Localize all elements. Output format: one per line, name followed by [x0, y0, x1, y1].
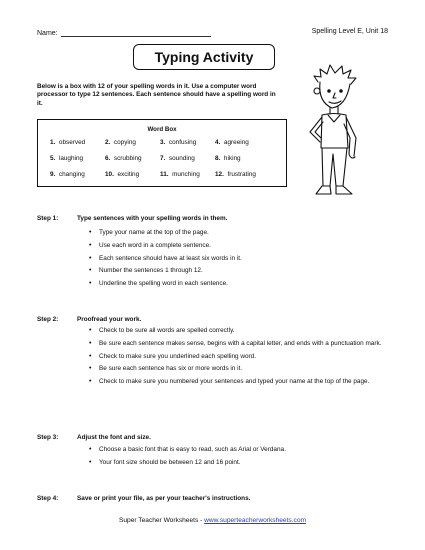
step-label: Step 1:	[37, 215, 59, 222]
word-item: 10. exciting	[105, 171, 140, 178]
word-item: 8. hiking	[215, 155, 241, 162]
step-1-bullets	[89, 229, 389, 293]
word-item: 11. munching	[160, 171, 200, 178]
word-row	[50, 155, 286, 171]
footer	[0, 517, 425, 524]
step-3-bullets	[89, 446, 389, 472]
word-box	[37, 119, 287, 187]
word-item: 1. observed	[50, 139, 86, 146]
word-grid	[50, 139, 286, 187]
bullet-item: • Check to be sure all words are spelled correctly.	[89, 327, 389, 335]
step-label: Step 3:	[37, 434, 59, 441]
bullet-item: • Be sure each sentence has six or more words in it.	[89, 365, 389, 373]
page-title: Typing Activity	[133, 44, 275, 70]
word-box-title: Word Box	[147, 126, 177, 133]
bullet-item: • Your font size should be between 12 and 16 point.	[89, 459, 389, 467]
bullet-item: • Each sentence should have at least six words in it.	[89, 255, 389, 263]
bullet-item: • Use each word in a complete sentence.	[89, 242, 389, 250]
step-label: Step 4:	[37, 495, 59, 502]
word-item: 12. frustrating	[215, 171, 256, 178]
word-item: 2. copying	[105, 139, 136, 146]
bullet-item: • Underline the spelling word in each sentence.	[89, 280, 389, 288]
bullet-item: • Check to make sure you underlined each spelling word.	[89, 353, 389, 361]
footer-link[interactable]: www.superteacherworksheets.com	[204, 517, 307, 524]
step-heading: Adjust the font and size.	[77, 434, 151, 441]
name-label: Name:	[37, 30, 58, 37]
step-heading: Save or print your file, as per your teacher's instructions.	[77, 495, 251, 502]
word-item: 4. agreeing	[215, 139, 249, 146]
word-item: 3. confusing	[160, 139, 197, 146]
bullet-item: • Check to make sure you numbered your sentences and typed your name at the top of the page.	[89, 378, 389, 386]
boy-illustration	[296, 62, 376, 202]
step-label: Step 2:	[37, 316, 59, 323]
word-row	[50, 171, 286, 187]
bullet-item: • Number the sentences 1 through 12.	[89, 267, 389, 275]
name-blank-line	[61, 28, 211, 37]
step-heading: Proofread your work.	[77, 316, 142, 323]
word-item: 9. changing	[50, 171, 85, 178]
level-label: Spelling Level E, Unit 18	[311, 28, 388, 35]
bullet-item: • Be sure each sentence makes sense, begins with a capital letter, and ends with a punctuation mark.	[89, 340, 389, 348]
footer-text: Super Teacher Worksheets -	[118, 517, 205, 524]
name-field	[37, 28, 211, 37]
step-2-bullets	[89, 327, 389, 391]
bullet-item: • Type your name at the top of the page.	[89, 229, 389, 237]
intro-text: Below is a box with 12 of your spelling words in it. Use a computer word processor to type 12 sentences. Each sentence should have a spelling word in it.	[37, 83, 276, 107]
word-item: 6. scrubbing	[105, 155, 142, 162]
step-heading: Type sentences with your spelling words in them.	[77, 215, 228, 222]
word-row	[50, 139, 286, 155]
word-item: 5. laughing	[50, 155, 84, 162]
bullet-item: • Choose a basic font that is easy to read, such as Arial or Verdana.	[89, 446, 389, 454]
word-item: 7. sounding	[160, 155, 195, 162]
